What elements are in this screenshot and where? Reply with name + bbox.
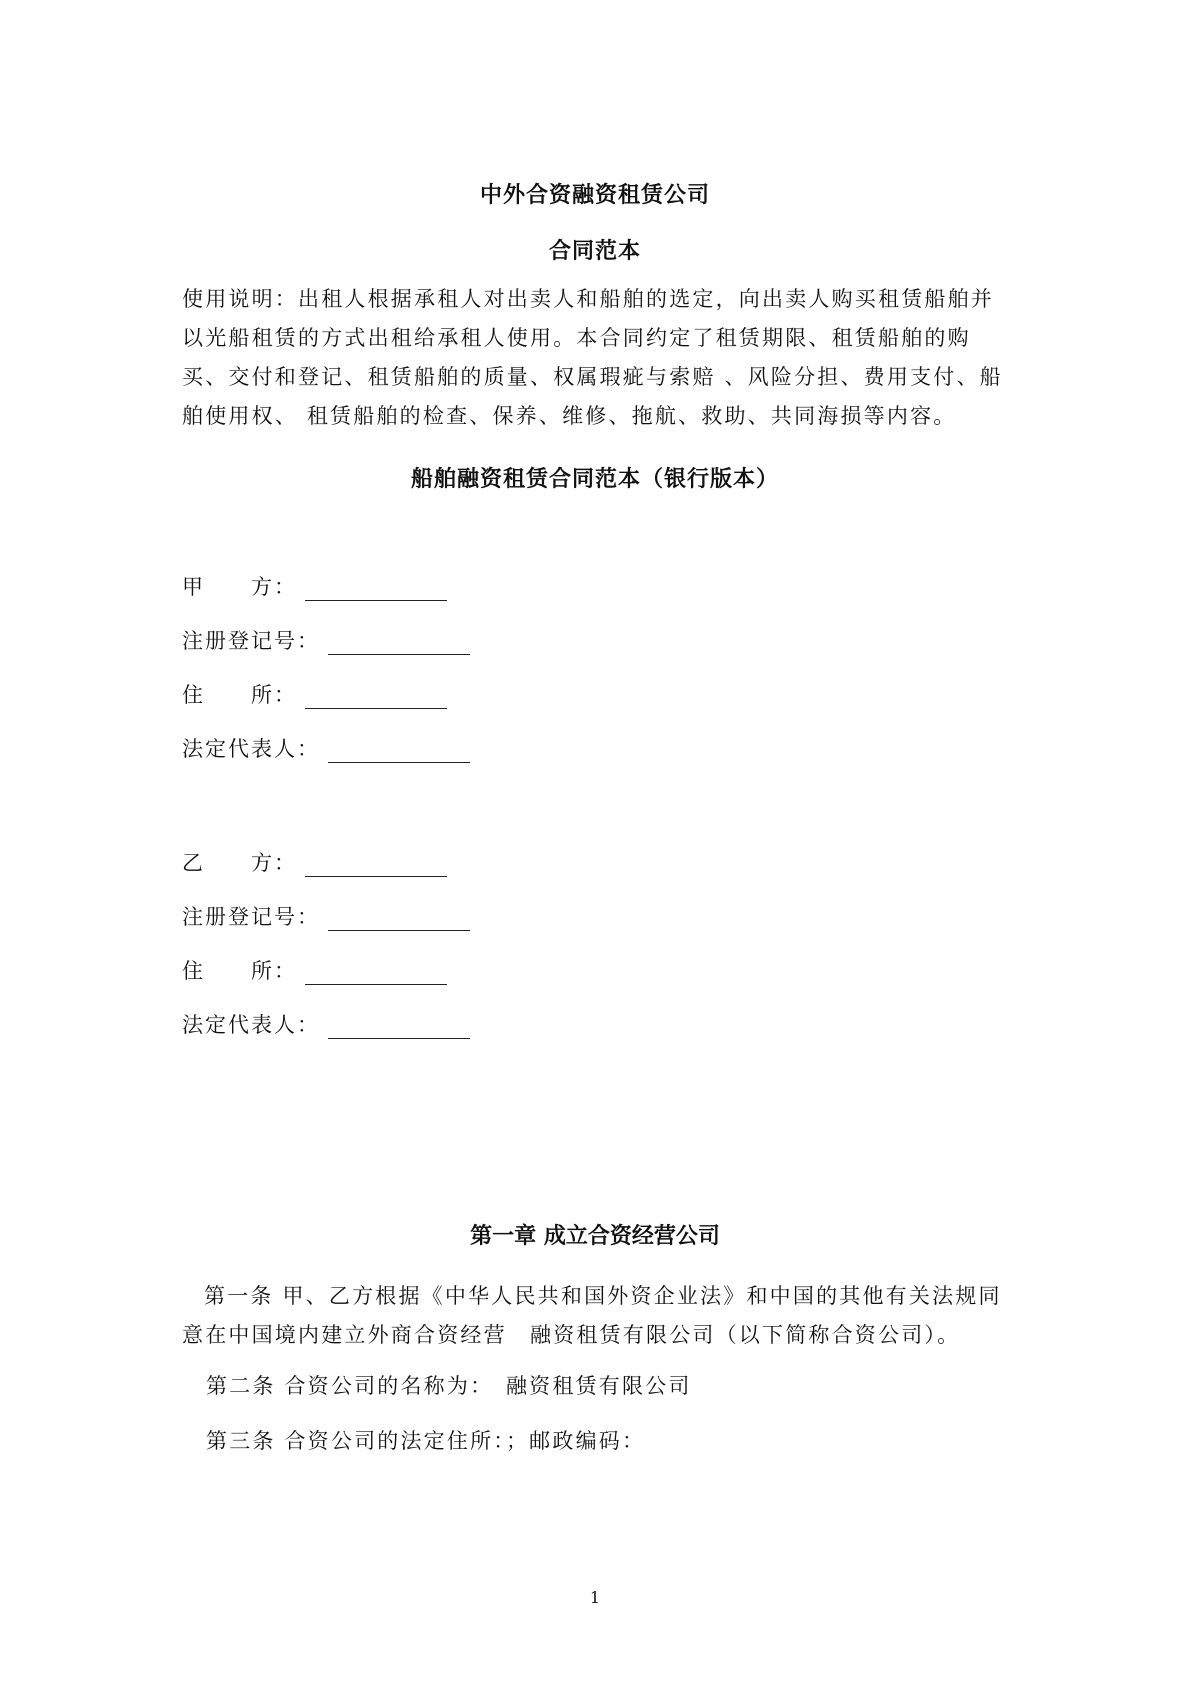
party-b-registration-line <box>328 910 470 931</box>
document-title: 中外合资融资租赁公司 <box>479 182 710 208</box>
party-b-address-label: 住 所： <box>182 959 297 983</box>
party-b-representative-line <box>328 1018 470 1039</box>
chapter-1-title: 第一章 成立合资经营公司 <box>470 1223 720 1249</box>
party-b-address-field <box>182 955 447 985</box>
usage-description: 使用说明：出租人根据承租人对出卖人和船舶的选定，向出卖人购买租赁船舶并以光船租赁的方式出租给承租人使用。本合同约定了租赁期限、租赁船舶的购买、交付和登记、租赁船舶的质量、权属瑕疵与索赔 、风险分担、费用支付、船舶使用权、 租赁船舶的检查、保养、维修、拖航、救助、共同海损等内容。 <box>182 287 1003 428</box>
party-a-registration-line <box>328 634 470 655</box>
party-b-representative-label: 法定代表人： <box>182 1013 320 1037</box>
party-a-name-field <box>182 571 447 601</box>
party-a-name-line <box>305 580 447 601</box>
party-a-registration-field <box>182 625 470 655</box>
article-3: 第三条 合资公司的法定住所：；邮政编码： <box>206 1429 646 1453</box>
party-a-representative-field <box>182 733 470 763</box>
party-a-address-label: 住 所： <box>182 683 297 707</box>
party-a-representative-line <box>328 742 470 763</box>
party-b-representative-field <box>182 1009 470 1039</box>
party-b-name-field <box>182 847 447 877</box>
party-a-name-label: 甲 方： <box>182 575 297 599</box>
party-b-name-line <box>305 856 447 877</box>
article-1: 第一条 甲、乙方根据《中华人民共和国外资企业法》和中国的其他有关法规同意在中国境内建立外商合资经营 融资租赁有限公司（以下简称合资公司）。 <box>182 1284 1002 1347</box>
document-title-secondary: 合同范本 <box>548 238 641 264</box>
article-2: 第二条 合资公司的名称为： 融资租赁有限公司 <box>206 1374 692 1398</box>
party-b-registration-field <box>182 901 470 931</box>
party-a-representative-label: 法定代表人： <box>182 737 320 761</box>
party-b-address-line <box>305 964 447 985</box>
contract-subtitle: 船舶融资租赁合同范本（银行版本） <box>410 466 779 492</box>
party-a-address-field <box>182 679 447 709</box>
party-b-name-label: 乙 方： <box>182 851 297 875</box>
party-a-address-line <box>305 688 447 709</box>
page-number: 1 <box>589 1588 601 1607</box>
party-b-registration-label: 注册登记号： <box>182 905 320 929</box>
party-a-registration-label: 注册登记号： <box>182 629 320 653</box>
